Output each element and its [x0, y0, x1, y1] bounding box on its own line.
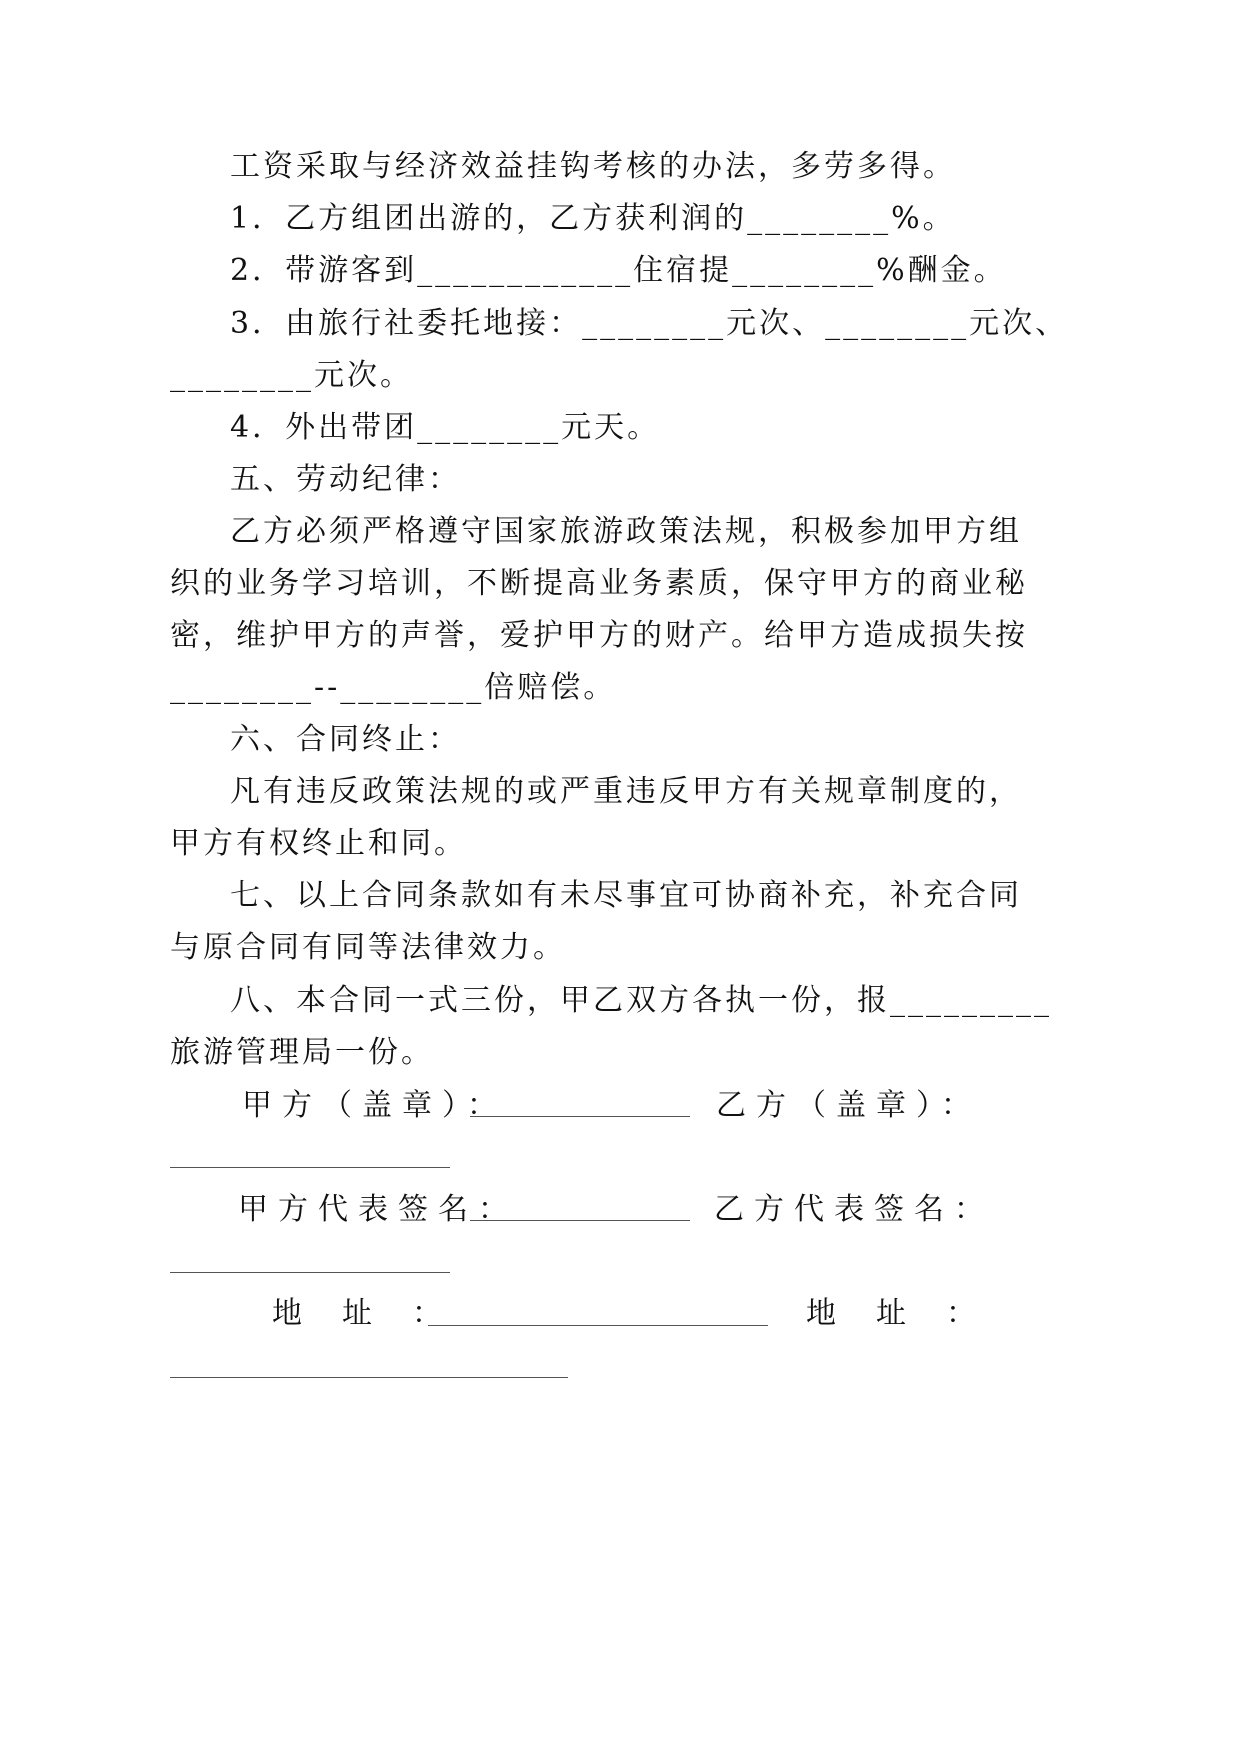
- text-line: 旅游管理局一份。: [170, 1035, 434, 1070]
- text-line: 密，维护甲方的声誉，爱护甲方的财产。给甲方造成损失按: [170, 618, 1028, 653]
- text-line: 与原合同有同等法律效力。: [170, 930, 566, 965]
- text-line: ________元次。: [170, 358, 413, 393]
- text-line: ________--________倍赔偿。: [170, 670, 617, 705]
- address-a-label: 地址：: [272, 1296, 482, 1331]
- address-a-field: [428, 1325, 768, 1326]
- section-heading: 五、劳动纪律：: [230, 462, 461, 497]
- party-b-seal-field: [170, 1167, 450, 1168]
- party-b-rep-label: 乙方代表签名：: [714, 1192, 994, 1227]
- text-line: 2．带游客到____________住宿提________%酬金。: [230, 253, 1007, 288]
- party-a-rep-field: [470, 1220, 690, 1221]
- text-line: 八、本合同一式三份，甲乙双方各执一份，报_________: [230, 983, 1052, 1018]
- party-a-rep-label: 甲方代表签名：: [238, 1192, 518, 1227]
- text-line: 3．由旅行社委托地接：________元次、________元次、: [230, 306, 1069, 341]
- party-b-rep-field: [170, 1272, 450, 1273]
- address-b-label: 地址：: [806, 1296, 1016, 1331]
- section-heading: 六、合同终止：: [230, 722, 461, 757]
- party-a-seal-field: [470, 1116, 690, 1117]
- party-a-seal-label: 甲方（盖章）：: [242, 1088, 507, 1123]
- text-line: 4．外出带团________元天。: [230, 410, 661, 445]
- text-line: 1．乙方组团出游的，乙方获利润的________%。: [230, 201, 956, 236]
- party-b-seal-label: 乙方（盖章）：: [716, 1088, 981, 1123]
- address-b-field: [170, 1377, 568, 1378]
- text-line: 甲方有权终止和同。: [170, 826, 467, 861]
- text-line: 织的业务学习培训，不断提高业务素质，保守甲方的商业秘: [170, 566, 1028, 601]
- text-line: 七、以上合同条款如有未尽事宜可协商补充，补充合同: [230, 878, 1022, 913]
- text-line: 工资采取与经济效益挂钩考核的办法，多劳多得。: [230, 149, 956, 184]
- text-line: 凡有违反政策法规的或严重违反甲方有关规章制度的，: [230, 774, 1022, 809]
- text-line: 乙方必须严格遵守国家旅游政策法规，积极参加甲方组: [230, 514, 1022, 549]
